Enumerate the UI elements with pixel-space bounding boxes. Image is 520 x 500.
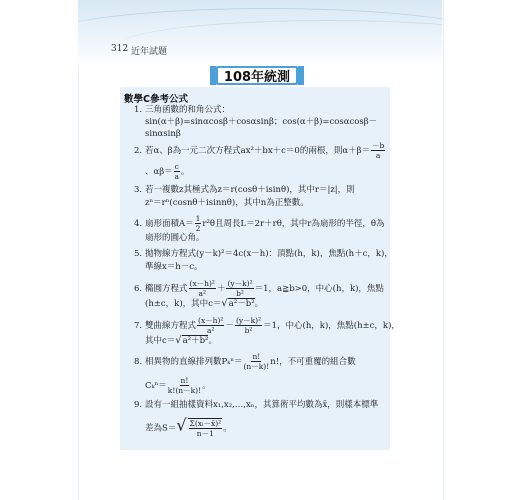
item-number: 4.: [134, 219, 143, 229]
numerator: －b: [371, 141, 385, 150]
item-text: 。: [254, 299, 264, 309]
fraction: [195, 214, 202, 233]
formula-item-1-line2: sin(α＋β)=sinαcosβ＋cosαsinβ；cos(α＋β)=cosαcosβ－: [145, 117, 378, 127]
formula-item-4: [134, 214, 385, 233]
item-text: 、αβ＝: [145, 167, 173, 177]
formula-item-7-line2: [145, 335, 217, 347]
numerator: Σ(xᵢ－x̄)²: [189, 419, 222, 428]
item-text: 若α、β為一元二次方程式ax²＋bx＋c＝0的兩根，則α＋β＝: [145, 146, 370, 156]
formula-item-7: [134, 316, 400, 335]
item-number: 5.: [134, 249, 143, 259]
formula-item-3-line2: zⁿ＝rⁿ(cosnθ＋isinnθ)，其中n為正整數。: [145, 198, 309, 208]
fraction: [244, 352, 270, 371]
sqrt-symbol: √: [175, 335, 182, 346]
item-text: 。: [223, 423, 232, 434]
item-number: 8.: [134, 357, 143, 367]
fraction: [226, 279, 253, 298]
numerator: (x－h)²: [198, 316, 224, 325]
fraction: [235, 316, 262, 335]
formula-item-6-line2: [145, 298, 263, 310]
fraction: [371, 141, 385, 160]
item-text: r²θ且周長L＝2r＋rθ，其中r為扇形的半徑，θ為: [202, 219, 385, 229]
formula-item-9-line2: [145, 415, 232, 438]
item-text: 。: [180, 167, 190, 177]
item-text: 其中c＝: [145, 336, 176, 346]
item-text: 拋物線方程式(y－k)²＝4c(x－h)：頂點(h，k)，焦點(h＋c，k)，: [145, 249, 393, 259]
item-number: 3.: [134, 185, 143, 195]
item-text: 相異物的直線排列數Pₖⁿ＝: [145, 357, 243, 367]
numerator: (x－h)²: [189, 279, 215, 288]
fraction: [189, 279, 216, 298]
item-number: 2.: [134, 146, 143, 156]
radicand: a²－b²: [228, 299, 255, 309]
item-text: Cₖⁿ＝: [145, 381, 167, 391]
denominator: a: [375, 151, 381, 160]
item-text: 三角函數的和角公式：: [145, 105, 231, 115]
page-number: 312: [111, 44, 129, 54]
item-text: 扇形面積A＝: [145, 219, 194, 229]
denominator: n－1: [196, 429, 214, 438]
denominator: a²: [198, 289, 206, 298]
item-number: 6.: [134, 284, 143, 294]
numerator: 1: [195, 214, 201, 223]
formula-item-1-line3: sinαsinβ: [145, 129, 181, 139]
formula-item-9: [134, 399, 378, 411]
formula-item-3: [134, 184, 355, 196]
fraction: [168, 376, 201, 395]
formula-item-6: [134, 279, 384, 298]
numerator: (y－k)²: [227, 279, 253, 288]
numerator: n!: [252, 352, 261, 361]
item-number: 7.: [134, 321, 143, 331]
item-text: 設有一組抽樣資料x₁,x₂,…,xₙ，其算術平均數為x̄，則樣本標準: [145, 400, 379, 410]
radicand: a²＋b²: [182, 336, 209, 346]
item-text: 。: [202, 381, 211, 391]
numerator: (y－k)²: [235, 316, 262, 325]
item-number: 9.: [134, 400, 143, 410]
fraction: [197, 316, 224, 335]
formula-item-8: [134, 352, 356, 371]
denominator: a²: [206, 326, 215, 335]
denominator: b²: [244, 326, 253, 335]
formula-item-5-line2: 準線x＝h－c。: [145, 262, 203, 272]
item-text: ＝1，a≧b>0，中心(h，k)，焦點: [254, 284, 384, 294]
formula-item-5: [134, 248, 393, 260]
sqrt-symbol: √: [221, 298, 228, 309]
item-number: 1.: [134, 105, 143, 115]
operator: ＋: [216, 284, 226, 294]
item-text: (h±c，k)，其中c＝: [145, 299, 222, 309]
item-text: 。: [208, 336, 217, 346]
operator: －: [225, 321, 234, 331]
section-banner: 108年統測: [216, 66, 298, 85]
running-title: 近年試題: [131, 47, 168, 57]
numerator: n!: [180, 376, 189, 385]
item-text: n!，不可重覆的組合數: [270, 357, 356, 367]
formula-item-8-line2: [145, 376, 211, 395]
fraction: [188, 418, 223, 438]
denominator: b²: [236, 289, 244, 298]
fraction: [174, 162, 180, 181]
sqrt-symbol: √: [176, 415, 187, 435]
item-text: 若一複數z其極式為z＝r(cosθ＋isinθ)，其中r＝|z|，則: [145, 185, 355, 195]
formula-box-title: 數學C參考公式: [124, 94, 188, 105]
item-text: 差為S＝: [145, 423, 177, 434]
formula-item-2-line2: [145, 162, 189, 181]
denominator: k!(n－k)!: [167, 386, 202, 395]
denominator: 2: [195, 224, 201, 233]
denominator: a: [174, 172, 179, 181]
numerator: c: [174, 162, 179, 171]
formula-item-4-line2: 扇形的圓心角。: [145, 233, 205, 243]
denominator: (n－k)!: [243, 362, 270, 371]
item-text: 雙曲線方程式: [145, 321, 197, 331]
item-text: 橢圓方程式: [145, 284, 188, 294]
formula-item-1: [134, 104, 230, 116]
item-text: ＝1，中心(h，k)，焦點(h±c，k)，: [263, 321, 400, 331]
formula-item-2: [134, 141, 386, 160]
